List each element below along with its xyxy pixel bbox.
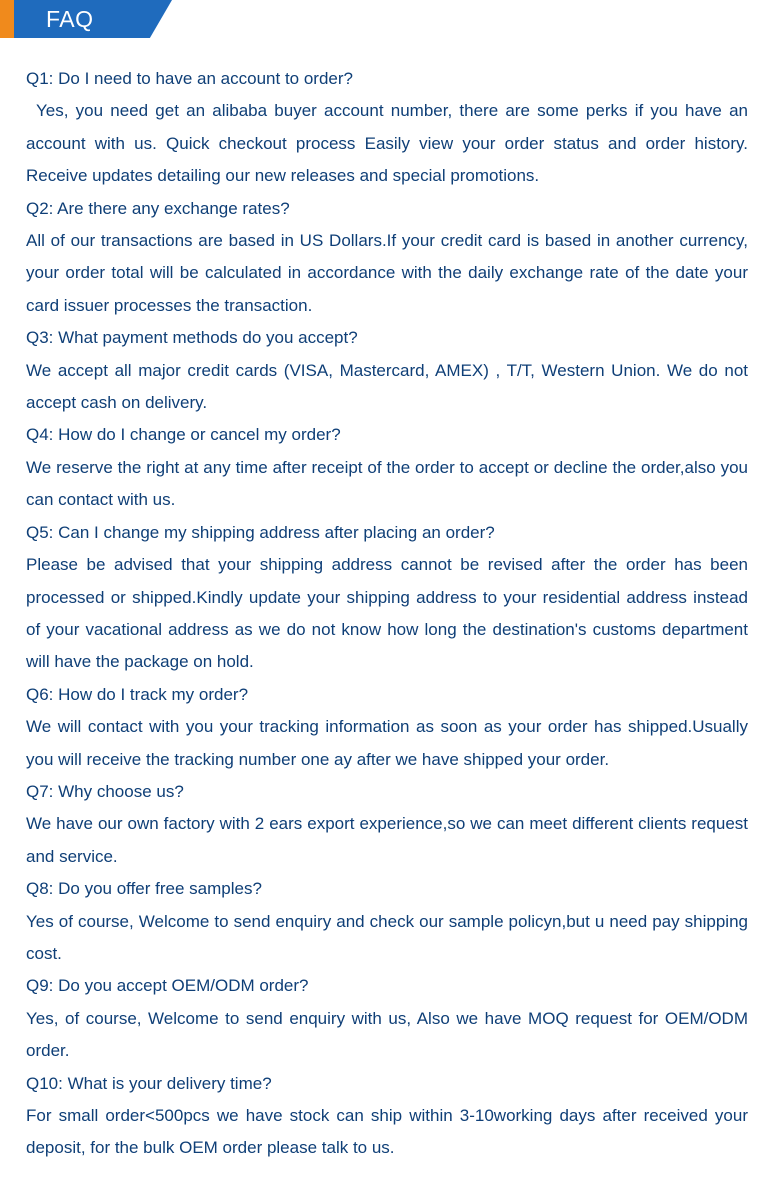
- faq-answer: We reserve the right at any time after receipt of the order to accept or decline the order,also you can contact with us.: [26, 457, 748, 510]
- faq-question: Q2: Are there any exchange rates?: [26, 198, 290, 218]
- faq-list: [26, 63, 748, 1165]
- faq-question: Q3: What payment methods do you accept?: [26, 328, 358, 348]
- faq-question: Q7: Why choose us?: [26, 781, 184, 801]
- faq-answer: We accept all major credit cards (VISA, Mastercard, AMEX) , T/T, Western Union. We do not accept cash on delivery.: [26, 360, 748, 413]
- faq-answer: All of our transactions are based in US Dollars.If your credit card is based in another currency, your order total will be calculated in accordance with the daily exchange rate of the date your card issuer processes the transaction.: [26, 231, 748, 315]
- faq-item: [26, 517, 748, 679]
- faq-item: [26, 322, 748, 419]
- faq-answer: Yes, you need get an alibaba buyer account number, there are some perks if you have an account with us. Quick checkout process Easily view your order status and order history. Receive updates detailing our new releases and special promotions.: [26, 101, 748, 186]
- faq-answer: We will contact with you your tracking information as soon as your order has shipped.Usually you will receive the tracking number one ay after we have shipped your order.: [26, 717, 748, 769]
- faq-answer: Yes, of course, Welcome to send enquiry with us, Also we have MOQ request for OEM/ODM order.: [26, 1008, 748, 1061]
- faq-question: Q9: Do you accept OEM/ODM order?: [26, 976, 309, 996]
- faq-question: Q1: Do I need to have an account to order?: [26, 69, 353, 88]
- faq-answer: We have our own factory with 2 ears export experience,so we can meet different clients request and service.: [26, 814, 748, 866]
- faq-item: [26, 679, 748, 776]
- faq-item: [26, 193, 748, 323]
- faq-item: [26, 970, 748, 1067]
- faq-question: Q10: What is your delivery time?: [26, 1073, 272, 1093]
- header-accent-strip: [0, 0, 14, 38]
- page-title: FAQ: [46, 6, 94, 32]
- faq-item: [26, 419, 748, 516]
- faq-answer: Yes of course, Welcome to send enquiry and check our sample policyn,but u need pay shipping cost.: [26, 911, 748, 963]
- faq-item: [26, 63, 748, 193]
- faq-question: Q4: How do I change or cancel my order?: [26, 425, 341, 445]
- faq-question: Q5: Can I change my shipping address after placing an order?: [26, 522, 495, 542]
- faq-answer: For small order<500pcs we have stock can ship within 3-10working days after received your deposit, for the bulk OEM order please talk to us.: [26, 1106, 748, 1158]
- faq-item: [26, 776, 748, 873]
- faq-item: [26, 873, 748, 970]
- faq-question: Q8: Do you offer free samples?: [26, 879, 262, 899]
- faq-header: [0, 0, 763, 38]
- faq-answer: Please be advised that your shipping address cannot be revised after the order has been processed or shipped.Kindly update your shipping address to your residential address instead of your vacational address as we do not know how long the destination's customs department will have the package on hold.: [26, 555, 748, 672]
- faq-question: Q6: How do I track my order?: [26, 684, 249, 704]
- faq-item: [26, 1068, 748, 1165]
